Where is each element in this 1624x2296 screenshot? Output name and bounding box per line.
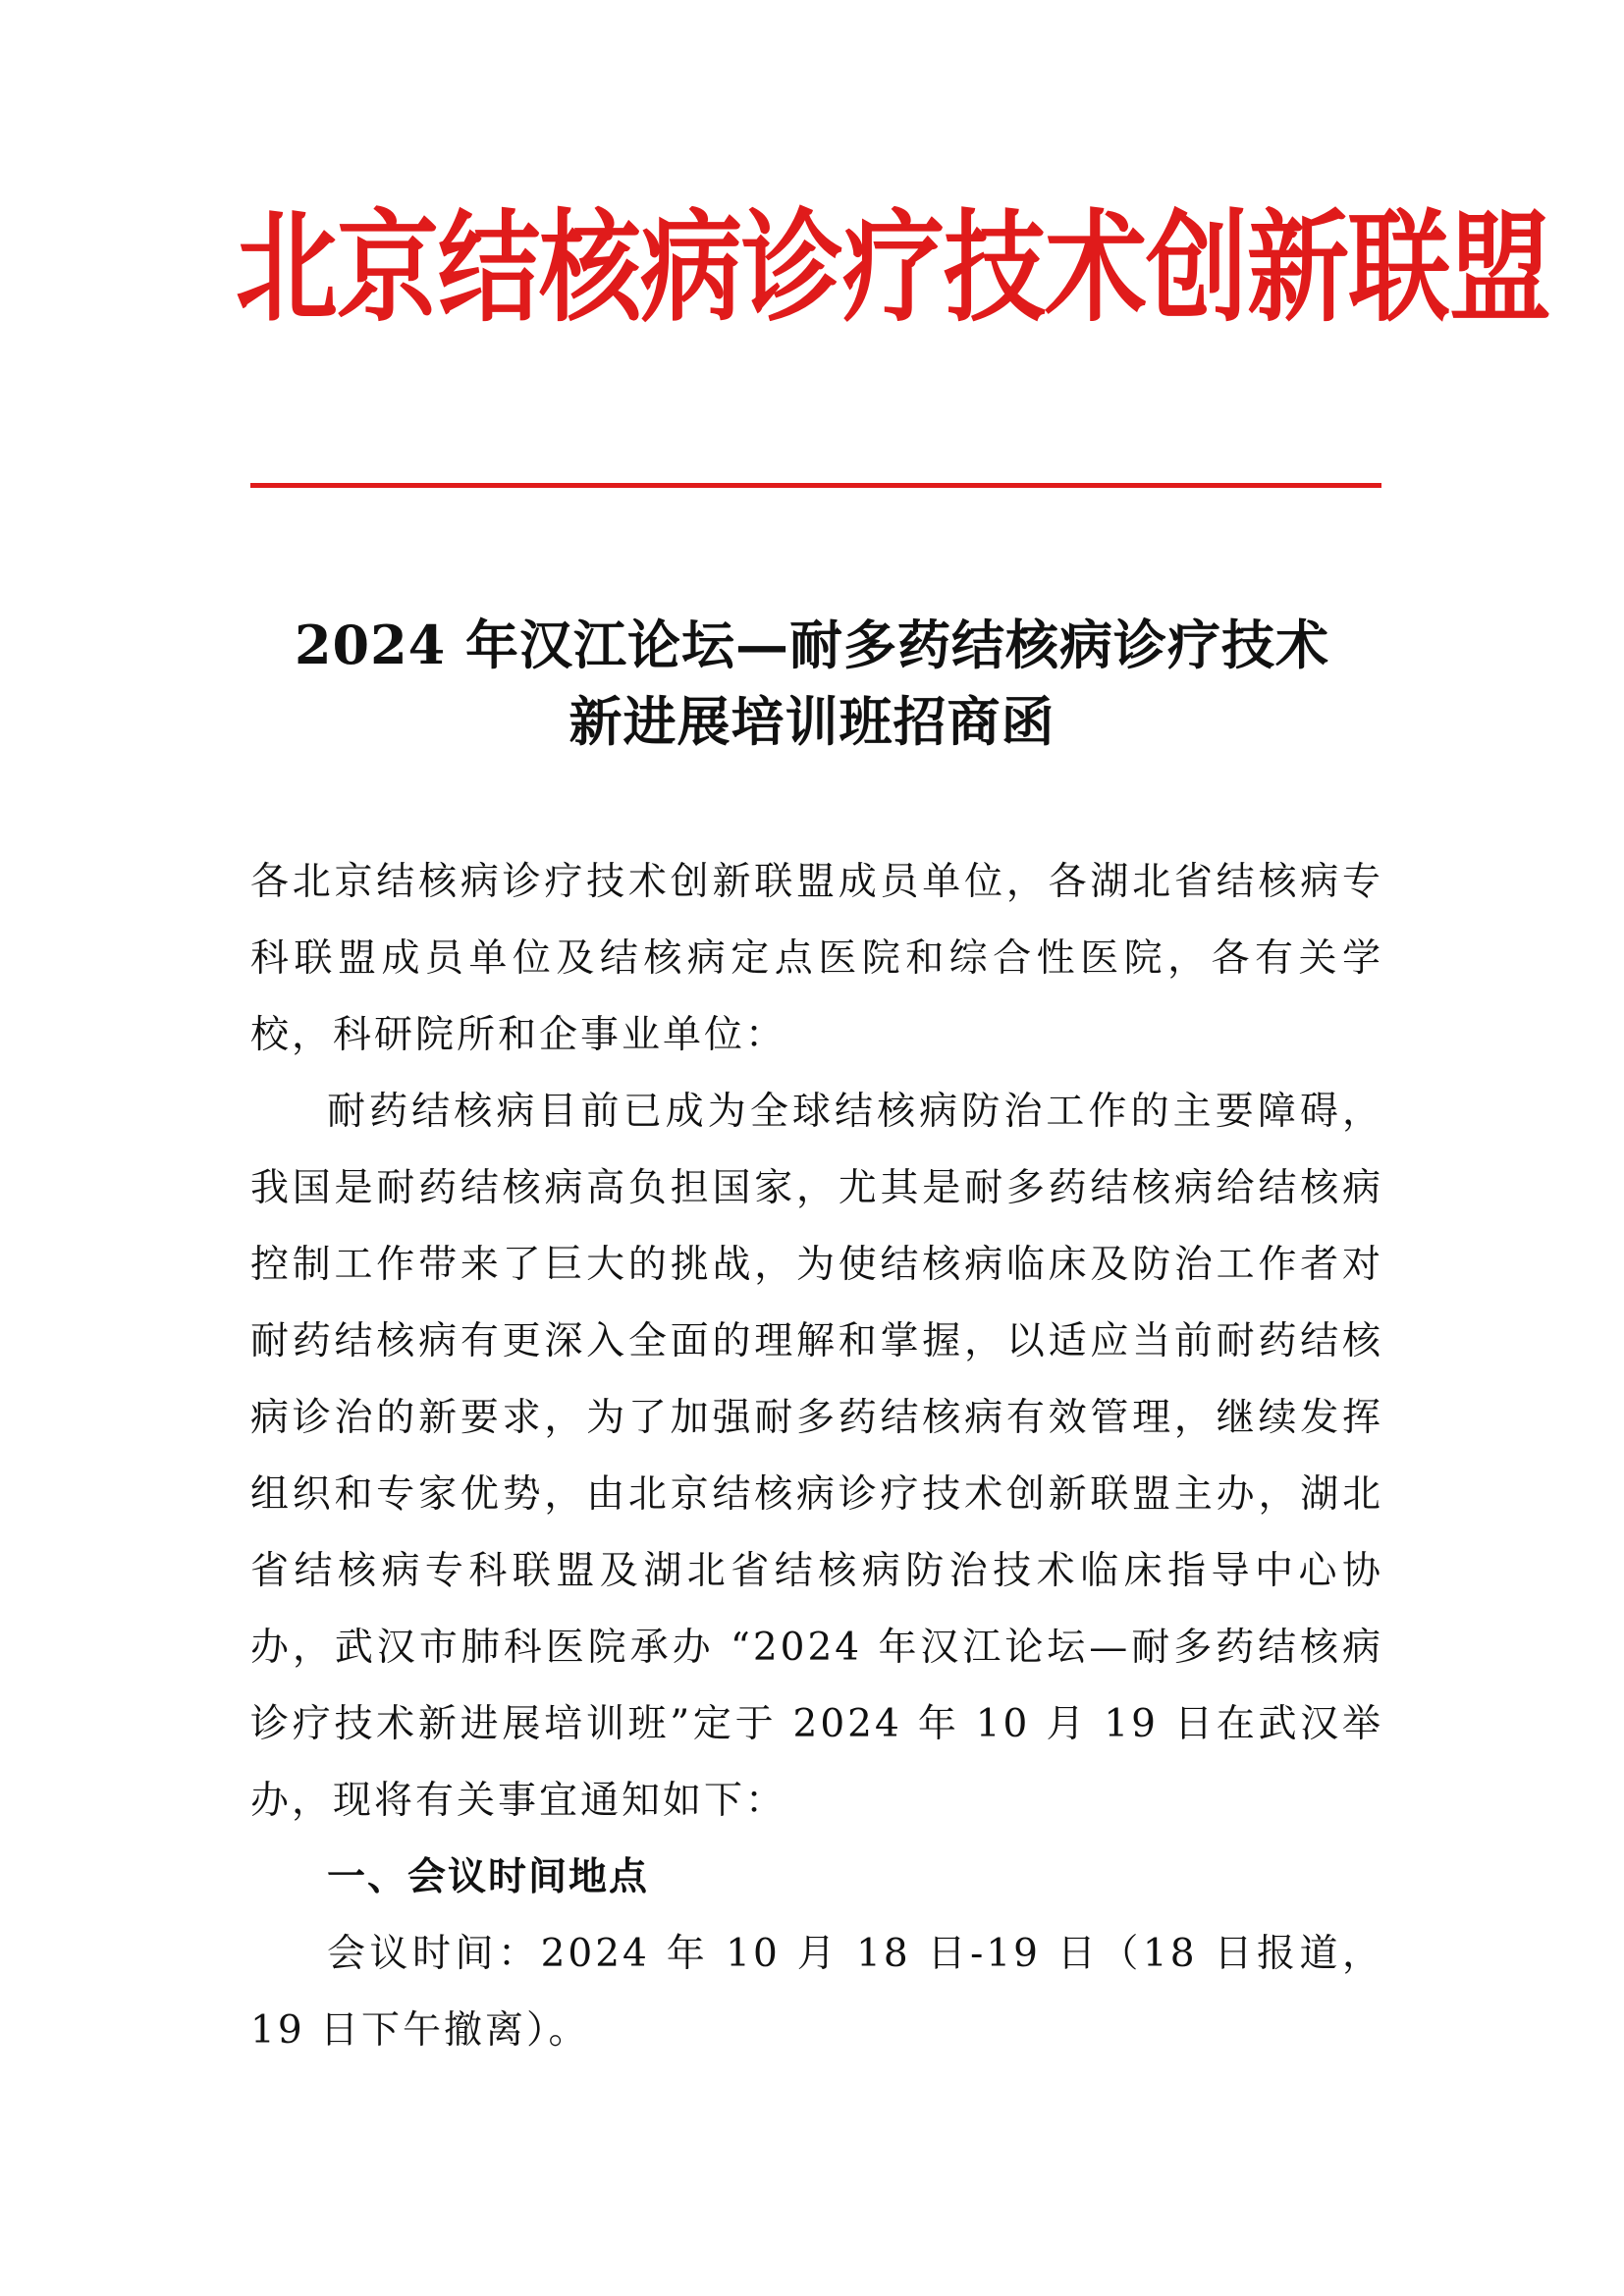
document-body <box>250 844 1383 2069</box>
letterhead-org-name: 北京结核病诊疗技术创新联盟 <box>236 197 1551 340</box>
body-paragraph: 耐药结核病目前已成为全球结核病防治工作的主要障碍， 我国是耐药结核病高负担国家，尤其是耐多药结核病给结核病控制工作带来了巨大的挑战，为使结核病临床及防治工作者对耐药结核病有更深入全面的理解和掌握，以适应当前耐药结核病诊治的新要求，为了加强耐多药结核病有效管理，继续发挥组织和专家优势，由北京结核病诊疗技术创新联盟主办，湖北省结核病专科联盟及湖北省结核病防治技术临床指导中心协办，武汉市肺科医院承办 “2024 年汉江论坛—耐多药结核病诊疗技术新进展培训班”定于 2024 年 10 月 19 日在武汉举办，现将有关事宜通知如下： <box>250 1090 1383 1823</box>
document-title-line2: 新进展培训班招商函 <box>568 690 1056 753</box>
salutation: 各北京结核病诊疗技术创新联盟成员单位，各湖北省结核病专科联盟成员单位及结核病定点医院和综合性医院，各有关学校，科研院所和企事业单位： <box>250 860 1383 1057</box>
meeting-time: 会议时间：2024 年 10 月 18 日-19 日（18 日报道，19 日下午撤离）。 <box>250 1932 1383 2053</box>
section-heading: 一、会议时间地点 <box>327 1855 650 1899</box>
letterhead-divider <box>250 483 1381 488</box>
document-title-line1: 2024 年汉江论坛—耐多药结核病诊疗技术 <box>294 614 1330 676</box>
